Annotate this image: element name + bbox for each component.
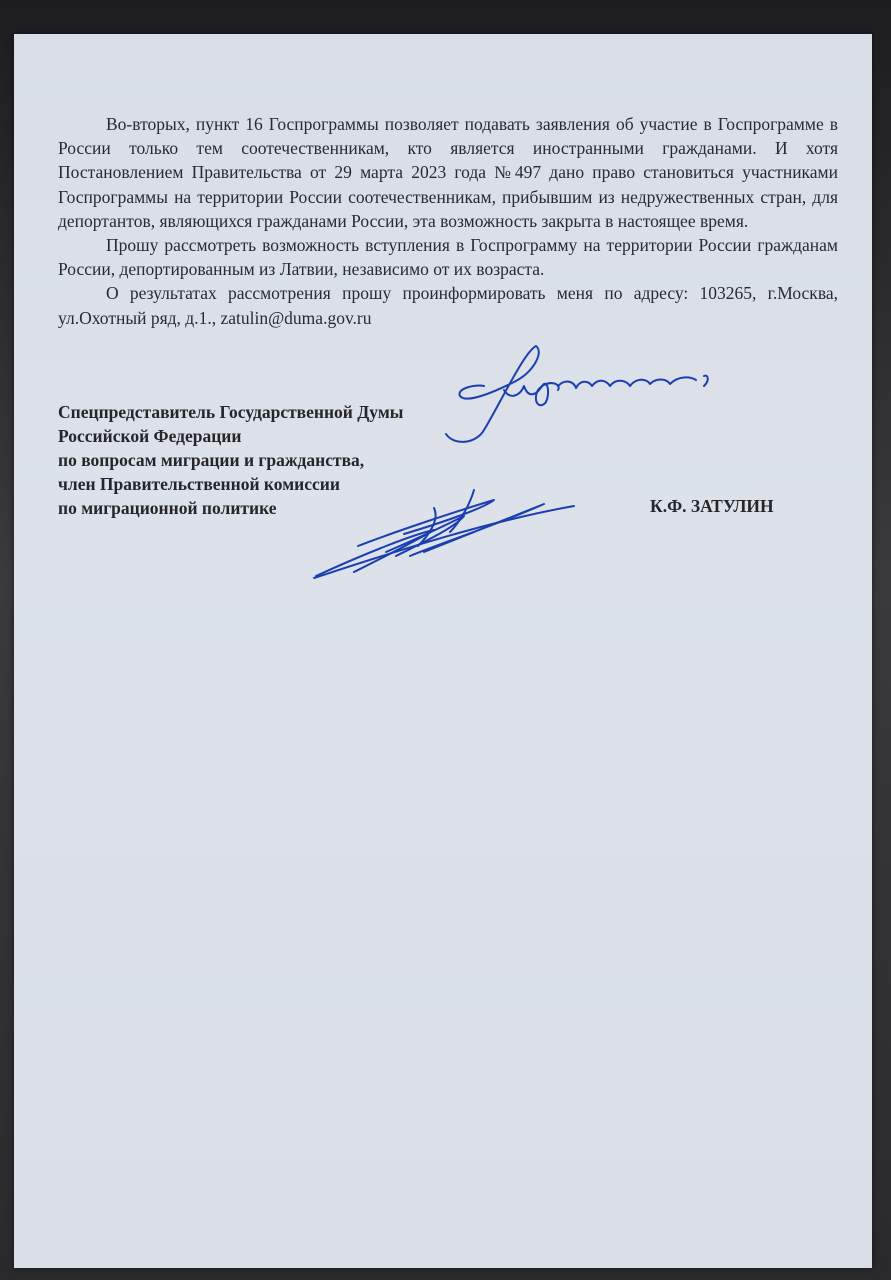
signatory-title-line: Спецпредставитель Государственной Думы: [58, 402, 404, 422]
slash-signature-mark: [450, 490, 474, 532]
signatory-title-line: по миграционной политике: [58, 498, 277, 518]
cursive-signature-mark: [558, 377, 696, 388]
signatory-title: [58, 400, 403, 520]
slash-signature-mark: [316, 530, 434, 576]
paragraph-contact: О результатах рассмотрения прошу проинформировать меня по адресу: 103265, г.Москва, ул.Охотный ряд, д.1., zatulin@duma.gov.ru: [58, 283, 838, 328]
cursive-signature-mark: [504, 383, 559, 405]
signer-name: К.Ф. ЗАТУЛИН: [650, 496, 774, 516]
slash-signature-mark: [386, 516, 464, 556]
signatory-title-line: по вопросам миграции и гражданства,: [58, 450, 365, 470]
cursive-signature-mark: [704, 376, 708, 386]
slash-signature-mark: [410, 504, 544, 556]
letter-body: [58, 112, 838, 330]
signatory-title-line: член Правительственной комиссии: [58, 474, 340, 494]
slash-signature-mark: [418, 508, 436, 546]
cursive-signature-mark: [446, 346, 539, 442]
paragraph-secondly: Во-вторых, пункт 16 Госпрограммы позволяет подавать заявления об участие в Госпрограмме в России только тем соотечественникам, кто является иностранными гражданами. И хотя Постановлением Правительства от 29 марта 2023 года №497 дано право становиться участниками Госпрограммы на территории России соотечественникам, прибывшим из недружественных стран, для депортантов, являющихся гражданами России, эта возможность закрыта в настоящее время.: [58, 114, 838, 231]
document-page: [14, 34, 872, 1268]
signatory-title-line: Российской Федерации: [58, 426, 242, 446]
paragraph-request: Прошу рассмотреть возможность вступления в Госпрограмму на территории России гражданам России, депортированным из Латвии, независимо от их возраста.: [58, 235, 838, 280]
